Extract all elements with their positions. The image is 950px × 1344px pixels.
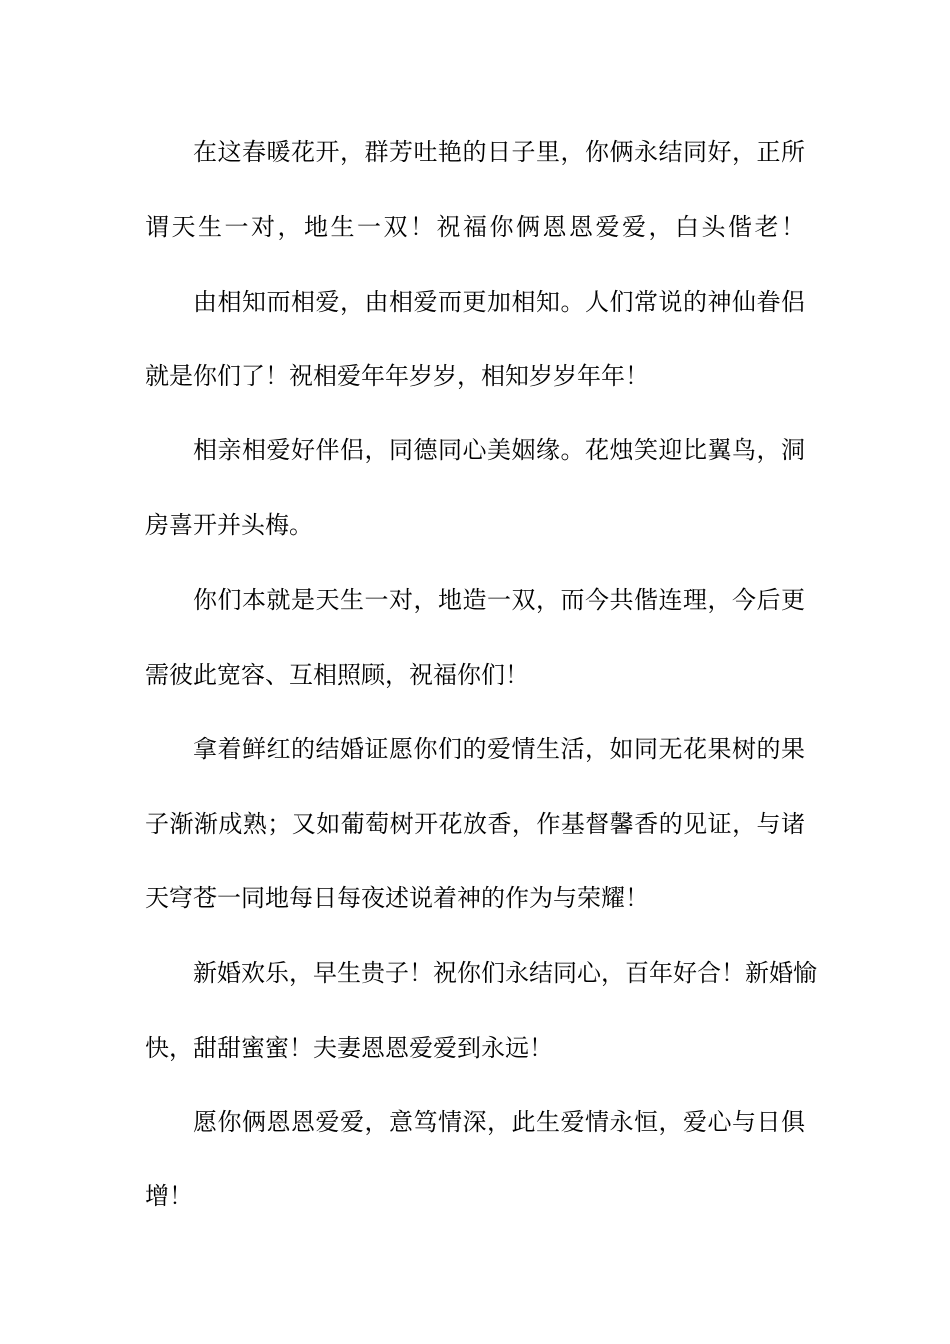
paragraph-line: 谓天生一对，地生一双！祝福你俩恩恩爱爱，白头偕老！ bbox=[145, 213, 805, 241]
paragraph-line: 快，甜甜蜜蜜！夫妻恩恩爱爱到永远！ bbox=[145, 1034, 553, 1062]
paragraph-line: 在这春暖花开，群芳吐艳的日子里，你俩永结同好，正所 bbox=[193, 138, 805, 166]
paragraph-line: 由相知而相爱，由相爱而更加相知。人们常说的神仙眷侣 bbox=[193, 288, 805, 316]
paragraph-line: 增！ bbox=[145, 1182, 193, 1210]
paragraph-line: 需彼此宽容、互相照顾，祝福你们！ bbox=[145, 661, 529, 689]
paragraph-line: 新婚欢乐，早生贵子！祝你们永结同心，百年好合！新婚愉 bbox=[193, 959, 817, 987]
paragraph-line: 就是你们了！祝相爱年年岁岁，相知岁岁年年！ bbox=[145, 362, 649, 390]
paragraph-line: 愿你俩恩恩爱爱，意笃情深，此生爱情永恒，爱心与日俱 bbox=[193, 1108, 805, 1136]
paragraph-line: 你们本就是天生一对，地造一双，而今共偕连理，今后更 bbox=[193, 586, 805, 614]
paragraph-line: 相亲相爱好伴侣，同德同心美姻缘。花烛笑迎比翼鸟，洞 bbox=[193, 436, 805, 464]
paragraph-line: 房喜开并头梅。 bbox=[145, 511, 313, 539]
paragraph-line: 天穹苍一同地每日每夜述说着神的作为与荣耀！ bbox=[145, 884, 649, 912]
paragraph-line: 子渐渐成熟；又如葡萄树开花放香，作基督馨香的见证，与诸 bbox=[145, 810, 805, 838]
paragraph-line: 拿着鲜红的结婚证愿你们的爱情生活，如同无花果树的果 bbox=[193, 735, 805, 763]
